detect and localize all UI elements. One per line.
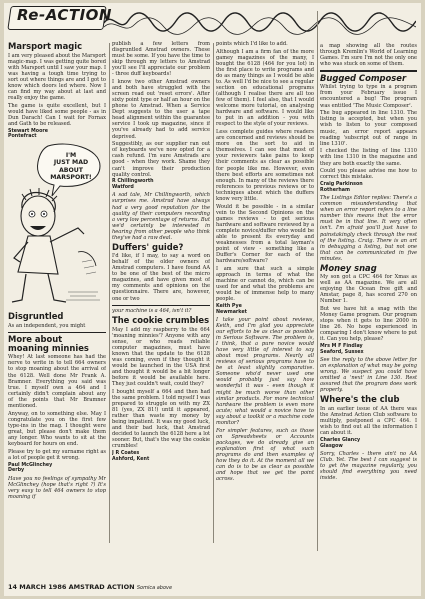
- divider: [112, 305, 210, 307]
- editor-reply: I take your point about reviews, Keith, and I'm glad you appreciate our efforts to be as clear as possible in Serious Software. The problem is, I think, that a pure novice would have very little of interest to say about most programs. Nearly all reviews of serious programs have to be at least slightly comparative. Someone who'd never used one would probably just say how wonderful it was - even though it might be much worse than other similar products. For more technical hardware the problem is even more acute; what would a novice have to say about a toolkit or a machine code monitor?: [216, 316, 314, 426]
- article-paragraph: May I add my raspberry to the 664 'moaning minnies'? Anyone with any sense, or who reads reliable computer magazines, must have known that the update to the 6128 was coming, even if they thought it would be launched in the USA first and thought it would be a bit longer before it would be available here. They just couldn't wait, could they?: [112, 326, 210, 387]
- cartoon-illustration: [8, 142, 104, 310]
- article-paragraph: I am very pleased about the Marsport magic-map. I was getting quite bored with Marsport until I saw your map. I was having a tough time trying to sort out where things are and I got to know which doors led where. Now I can find my way about at last and really enjoy the game.: [8, 52, 106, 101]
- article-title: The cookie crumbles: [112, 314, 210, 325]
- article-paragraph: In an earlier issue of AA there was the Amstrad Action Club software to multiply, postponed a CPC 464. I wish to find out all the information I can about it.: [320, 405, 417, 437]
- article-paragraph: Suggestibly, as our supplier ran out of keyboards we've now opted for a cash refund. I'm sure Amstrads are good - when they work. Shame they can't improve their production quality control.: [112, 141, 210, 178]
- divider: [8, 332, 106, 334]
- editor-reply: See the reply to the above letter for an explanation of what may be going wrong. We suspect you could have omitted a 'next' in Line 130. Rest assured that the program does work properly.: [320, 357, 417, 394]
- divider: [320, 70, 417, 72]
- article-paragraph: publish a few letters from disgruntled Amstrad owners. These must be some. If you have the time to skip through my letters to Amstrad you'll see I'll appreciate our problem - three duff keyboards!: [112, 41, 210, 78]
- column-rule: [213, 43, 214, 543]
- column-2: [112, 41, 210, 547]
- article-paragraph: Please try to get my surname right as a lot of people get it wrong.: [8, 448, 106, 461]
- article-paragraph: As an independent, you might: [8, 322, 86, 329]
- article-paragraph: I'd like, if I may, to say a word on behalf of the older owners of Amstrad computers. I have found AA to be one of the best of the micro magazines, and have given most of my comments and opinions on the questionnaire. There are, however, one or two: [112, 253, 210, 302]
- letter-signature: R Chillingworth Watford: [112, 179, 154, 191]
- article-paragraph: Could you please advise me how to correct this mistake.: [320, 168, 417, 181]
- article-title: Marsport magic: [8, 41, 83, 51]
- article-paragraph: Whilst trying to type in a program from your February issue I encountered a bug! The program was entitled 'The Music Composer'.: [320, 84, 417, 109]
- article-paragraph: Less complete guides where readers are concerned and reviews should be more on the sort to aid in themselves. I can see that most of your reviewers take pains to keep their comments as clear as possible for people like me. However, even there best efforts are sometimes not enough. In many of the reviews there references to previous reviews or to techniques about which the duffers know very little.: [216, 129, 314, 202]
- letter-signature: Charles Glancy Glasgow: [320, 437, 361, 449]
- article-paragraph: points which I'd like to add.: [216, 41, 288, 47]
- editor-reply: your machine is a 464, isn't it?: [112, 308, 192, 315]
- article-paragraph: But we have hit a snag with the Money Game program. Our program stops when it gets to line 2000 in line 26. No hope experienced in comparing I don't know where to put it. Can you help, please?: [320, 306, 417, 343]
- article-paragraph: I am sure that such a simple approach in terms of what the machine or cannot do, which can be used for and what the problems are would be of immense help to many people.: [216, 265, 314, 303]
- article-paragraph: Would it be possible - in a similar vein to the Second Opinions on the games reviews - to get serious hardware and software reviewed by a complete novice/duffer who would be able to present its everyday and weaknesses from a total layman's point of view - something like a Duffer's Corner for each of the hardware/software?: [216, 203, 314, 265]
- column-1: [8, 41, 106, 547]
- editor-reply: The Listings Editor replies: There's a common misunderstanding that when an error report refers to a line number this means that the error must be in that line. It very often isn't. I'm afraid you'll just have to painstakingly check through the rest of the listing. Craig. There is an art in debugging a listing, but not one that can be communicated in five minutes.: [320, 195, 417, 262]
- article-paragraph: I checked the listing of line 1310 with line 1310 in the magazine and they are both exactly the same.: [320, 148, 417, 167]
- column-4: [320, 3, 417, 549]
- editor-reply: Sorry, Charles - there ain't no AA Club. Yet. The best I can suggest is to get the magazine regularly, you should find everything you need inside.: [320, 450, 417, 482]
- article-title: Money snag: [320, 262, 377, 273]
- article-paragraph: I know two other Amstrad owners and both have struggled with the screen read out 'reset errors'. After sixty point type or half an hour on the phone to Amstrad. When a Service Dept suggests to the user a tape head alignment within the guarantee service I took up magazine, since if you've already had to add service deprived.: [112, 79, 210, 140]
- article-title: Where's the club: [320, 394, 400, 405]
- letter-signature: Stewart Moore Pontefract: [8, 128, 48, 140]
- letter-signature: Keith Pye Newmarket: [216, 303, 247, 315]
- article-paragraph: I bought myself a 664 and then had the same problem. I told myself I was prepared to struggle on with my ZX 81 (yes, ZX 81!) until it appeared, rather than waste my money by being impatient. It was my good luck, and their bad luck, that Amstrad decided to launch the 6128 here a lot sooner. But, that's the way the cookie crumbles!: [112, 388, 210, 450]
- article-paragraph: Although I am a firm fan of the more gamey magazines of the many, I bought the 6128 (464 for you lot) in the first place to write programs and do as many things as I would be able to. As well I'd be nice to see a regular section on educational programs (although I realise there are all too few of them). I feel also, that I would welcome more tutorial, on analysing hardware and software. I would like to put in an addition - you with respect to the style of your reviews.: [216, 48, 314, 128]
- article-title: More about moaning minnies: [8, 334, 89, 353]
- page-folio: 14 MARCH 1986 AMSTRAD ACTION: [8, 583, 135, 591]
- article-paragraph: Anyway, on to something else. May I congratulate you on the first few type-ins in the mag. I thought were great, but please don't make them any longer. Who wants to sit at the keyboard for hours on end.: [8, 410, 106, 447]
- article-title: Bugged Composer: [320, 72, 407, 83]
- article-paragraph: a map showing all the routes through Kremlin's World of Learning Games. I'm sure I'm not the only one who was stuck on some of them.: [320, 43, 417, 68]
- letter-signature: Craig Parkinson Rotherham: [320, 182, 363, 193]
- article-paragraph: My son got a CPC 464 for Xmas as well as AA magazine. We are all enjoying the Ocean free gift and Amstar, page 8, has scored 270 on Number 1.: [320, 274, 417, 305]
- cartoon-speech-text: I'M JUST MAD ABOUT MARSPORT!: [50, 151, 92, 182]
- letter-signature: Paul McGlinchey Derby: [8, 462, 53, 474]
- editor-reply: For simpler features, such as those on Spreadsheets or Accounts packages, we do already give an explanation first of what such programs do and then examples of how they do it. At the moment all we can do is to be as clear as possible and hope that we get the point across.: [216, 427, 314, 482]
- column-rule: [317, 11, 318, 551]
- editor-reply: A sad tale, Mr Chillingworth, which surprises me. Amstrad have always had a very good reputation for the quality of their computers recording a very low percentage of returns. But we'd certainly be interested in hearing from other people who think they've had a raw deal.: [112, 192, 210, 241]
- footer-note: Somica above: [136, 585, 173, 591]
- page-footer: [8, 583, 172, 591]
- article-paragraph: Whey! At last someone has had the nerve to write in to tell 664 owners to stop moaning about the arrival of the 6128. Well done Mr Frank A. Bramner. Everything you said was true. I myself own a 464 and I certainly didn't complain about any of the points that Mr Bramner mentioned.: [8, 354, 106, 409]
- magazine-page: [4, 3, 421, 596]
- editor-reply: Have you no feelings of sympathy Mr McGlinchey (hope that's right ?) It's very easy to tell 464 owners to stop moaning if: [8, 475, 106, 500]
- column-rule: [109, 43, 110, 543]
- article-paragraph: The game is quite excellent, but I would have liked some people - as in Dun Darach! Can I wait for Fornax and Gath to be released.: [8, 102, 106, 127]
- letter-signature: J R Coates Ashford, Kent: [112, 451, 150, 462]
- article-title: Disgruntled: [8, 310, 64, 321]
- article-title: Duffers' guide?: [112, 241, 184, 252]
- section-title: Re-ACTION: [17, 6, 112, 24]
- letter-signature: Mrs M F Findlay Seaford, Sussex: [320, 344, 364, 355]
- article-paragraph: The bug appeared in line 1310. The listing is accepted, but when you wish to listen to your composed music, an error report appears reading 'subscript out of range in line 1310'.: [320, 110, 417, 147]
- column-3: [216, 41, 314, 547]
